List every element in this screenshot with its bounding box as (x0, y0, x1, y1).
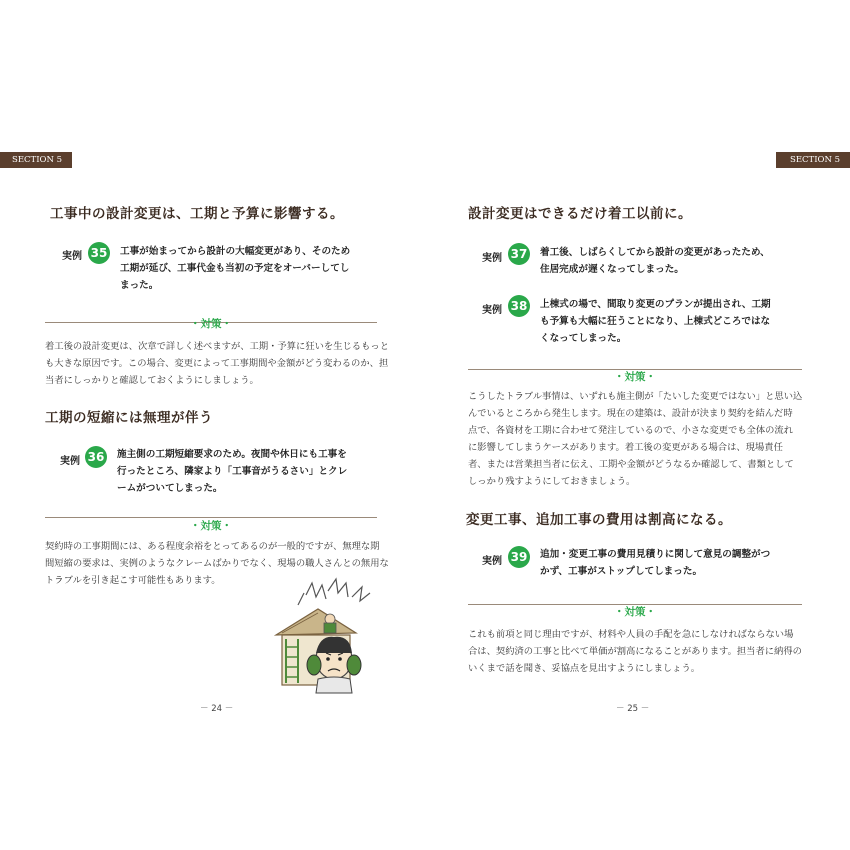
case-38-text: 上棟式の場で、間取り変更のプランが提出され、工期 も予算も大幅に狂うことになり、上棟式どころではな くなってしまった。 (540, 299, 771, 344)
section-tab-right: SECTION 5 (776, 152, 850, 168)
left-body-1: 着工後の設計変更は、次章で詳しく述べますが、工期・予算に狂いを生じるもっと も大きな原因です。この場合、変更によって工事期間や金額がどう変わるのか、担 当者にしっかりと確認しておくようにしましょう。 (45, 341, 389, 386)
case-39-label: 実例 (482, 556, 502, 567)
case-39-text: 追加・変更工事の費用見積りに関して意見の調整がつ かず、工事がストップしてしまった。 (540, 549, 771, 577)
right-heading-1: 設計変更はできるだけ着工以前に。 (468, 206, 692, 222)
page-number-left: － 24 － (200, 704, 234, 714)
right-body-1: こうしたトラブル事情は、いずれも施主側が「たいした変更ではない」と思い込 んでいるところから発生します。現在の建築は、設計が決まり契約を結んだ時 点で、各資材を工期に合わせて発注しているので、小さな変更でも全体の流れ に影響してしまうケースがあります。着工後の変更がある場合は、現場責任 者、または営業担当者に伝え、工期や金額がどうなるか確認して、書類として しっかり残すようにしておきましょう。 (468, 391, 803, 487)
case-39-number-badge: 39 (508, 546, 530, 568)
taisaku-label-4: ・対策・ (614, 606, 656, 618)
page-number-right: － 25 － (616, 704, 650, 714)
right-body-2: これも前項と同じ理由ですが、材料や人員の手配を急にしなければならない場 合は、契約済の工事と比べて単価が割高になることがあります。担当者に納得の いくまで話を聞き、妥協点を見出すようにしましょう。 (468, 629, 802, 674)
case-36-label: 実例 (60, 456, 80, 467)
case-35-number-badge: 35 (88, 242, 110, 264)
case-38-number-badge: 38 (508, 295, 530, 317)
right-heading-2: 変更工事、追加工事の費用は割高になる。 (466, 512, 732, 528)
case-36-text: 施主側の工期短縮要求のため。夜間や休日にも工事を 行ったところ、隣家より「工事音がうるさい」とクレ ームがついてしまった。 (117, 449, 348, 494)
worried-man-in-noisy-house-illustration (268, 575, 380, 695)
section-tab-left: SECTION 5 (0, 152, 72, 168)
taisaku-label-2: ・対策・ (190, 520, 232, 532)
left-body-2: 契約時の工事期間には、ある程度余裕をとってあるのが一般的ですが、無理な期 間短縮の要求は、実例のようなクレームばかりでなく、現場の職人さんとの無用な トラブルを引き起こす可能性もあります。 (45, 541, 389, 586)
case-36-number-badge: 36 (85, 446, 107, 468)
case-35-label: 実例 (62, 251, 82, 262)
left-heading-1: 工事中の設計変更は、工期と予算に影響する。 (50, 206, 344, 222)
case-37-label: 実例 (482, 253, 502, 264)
taisaku-label-3: ・対策・ (614, 371, 656, 383)
case-37-text: 着工後、しばらくしてから設計の変更があったため、 住居完成が遅くなってしまった。 (540, 247, 770, 275)
case-35-text: 工事が始まってから設計の大幅変更があり、そのため 工期が延び、工事代金も当初の予定をオーバーしてし まった。 (120, 246, 351, 291)
taisaku-label-1: ・対策・ (190, 318, 232, 330)
case-38-label: 実例 (482, 305, 502, 316)
case-37-number-badge: 37 (508, 243, 530, 265)
left-heading-2: 工期の短縮には無理が伴う (45, 410, 213, 426)
